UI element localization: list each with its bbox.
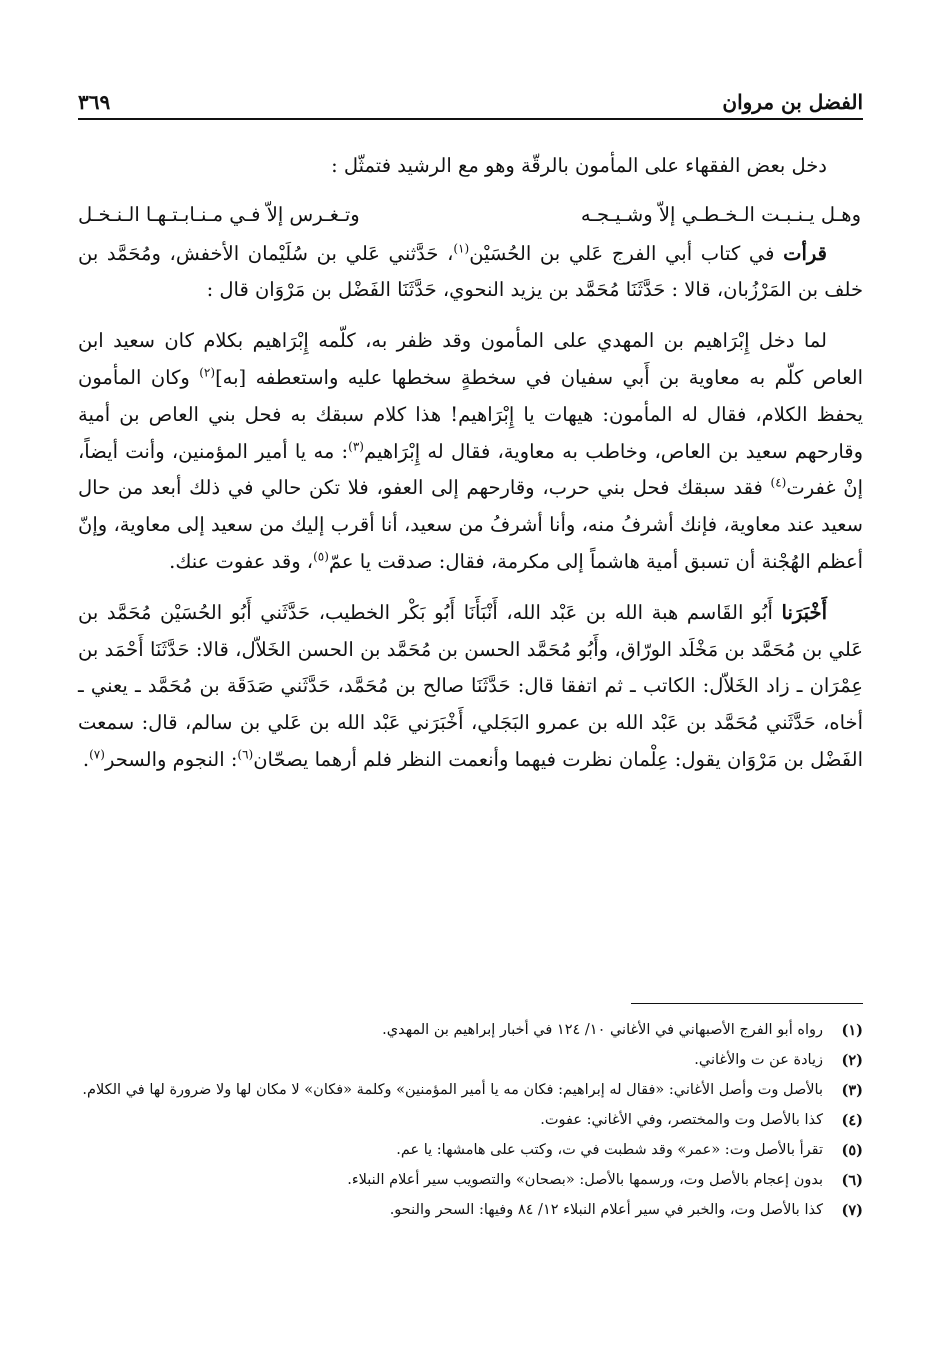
body-text <box>78 148 863 779</box>
paragraph-gap <box>78 581 863 595</box>
footnote-number: (٢) <box>841 1052 863 1069</box>
paragraph-3-text-a: أَبُو القَاسم هبة الله بن عَبْد الله، أَنْبَأَنَا أَبُو بَكْر الخطيب، حَدَّثَني أَبُو الحُسَيْن مُحَمَّد بن عَلي بن مُحَمَّد بن مَخْلَد الورّاق، وأَبُو مُحَمَّد الحسن بن مُحَمَّد بن الحسن الخَلاّل، قالا: حَدَّثَنَا أَحْمَد بن عِمْرَان ـ زاد الخَلاّل: الكاتب ـ ثم اتفقا قال: حَدَّثَنَا صالح بن مُحَمَّد، حَدَّثَني صَدَقَة بن مُحَمَّد ـ يعني ـ أخاه، حَدَّثَني مُحَمَّد بن عَبْد الله بن عمرو البَجَلي، أَخْبَرَني عَبْد الله بن عَلي بن سالم، قال: سمعت الفَضْل بن مَرْوَان يقول: عِلْمان نظرت فيهما وأنعمت النظر فلم أرهما يصحّان <box>78 600 863 771</box>
footnote-item <box>78 1136 863 1166</box>
paragraph-gap <box>78 309 863 323</box>
footnote-number: (٧) <box>841 1202 863 1219</box>
footnote-text: بالأصل وت وأصل الأغاني: «فقال له إبراهيم: فكان مه يا أمير المؤمنين» وكلمة «فكان» لا مكان لها ولا ضرورة لها في الكلام. <box>82 1082 823 1098</box>
paragraph-2-text-d: فقد سبقك فحل بني حرب، وقارحهم إلى العفو، فلا تكن حالي في ذلك أبعد من حال سعيد عند معاوية، فإنك أشرفُ منه، وأنا أشرفُ من سعيد، أنا أقرب إليك من سعيد إلى معاوية، وإنّ أعظم الهُجْنة أن تسبق أمية هاشماً إلى مكرمة، فقال: صدقت يا عمّ <box>78 476 863 573</box>
footnote-text: كذا بالأصل وت، والخبر في سير أعلام النبلاء ١٢/ ٨٤ وفيها: السحر والنحو. <box>389 1202 823 1218</box>
footnote-item <box>78 1046 863 1076</box>
footnote-ref-5[interactable]: (٥) <box>313 549 329 564</box>
verse-first-hemistich: وهـل يـنـبـت الـخـطـي إلاّ وشـيـجـه <box>580 202 861 226</box>
footnote-ref-7[interactable]: (٧) <box>89 747 105 762</box>
footnote-item <box>78 1076 863 1106</box>
footnote-ref-3[interactable]: (٣) <box>348 439 364 454</box>
footnote-item <box>78 1106 863 1136</box>
footnote-ref-1[interactable]: (١) <box>453 241 470 256</box>
paragraph-1-text-a: في كتاب أبي الفرج عَلي بن الحُسَيْن <box>469 241 784 265</box>
paragraph-1 <box>78 236 863 310</box>
footnote-ref-4[interactable]: (٤) <box>770 475 787 490</box>
footnote-text: زيادة عن ت والأغاني. <box>694 1052 823 1068</box>
running-title: الفضل بن مروان <box>722 90 863 114</box>
footnote-ref-6[interactable]: (٦) <box>237 747 254 762</box>
verse-line <box>78 197 863 234</box>
paragraph-3-text-b: : النجوم والسحر <box>104 747 238 771</box>
page-number: ٣٦٩ <box>78 90 111 114</box>
paragraph-1-text-b: ، حَدَّثني عَلي بن سُلَيْمان الأخفش، ومُحَمَّد بن خلف بن المَرْزُبان، قالا : حَدَّثَنَا مُحَمَّد بن يزيد النحوي، حَدَّثَنَا الفَضْل بن مَرْوَان قال : <box>78 241 863 302</box>
paragraph-2 <box>78 323 863 581</box>
footnote-number: (١) <box>841 1022 863 1039</box>
footnote-text: كذا بالأصل وت والمختصر، وفي الأغاني: عفوت. <box>540 1112 823 1128</box>
footnote-divider <box>631 1003 863 1004</box>
footnote-item <box>78 1196 863 1226</box>
paragraph-3-text-c: . <box>82 747 90 771</box>
paragraph-2-text-b: وكان المأمون يحفظ الكلام، فقال له المأمون: هيهات يا إِبْرَاهيم! هذا كلام سبقك به فحل بني العاص بن أمية وقارحهم سعيد بن العاص، وخاطب به معاوية، فقال له إِبْرَاهيم <box>78 365 863 463</box>
footnote-number: (٤) <box>841 1112 863 1129</box>
footnote-item <box>78 1166 863 1196</box>
footnotes <box>78 1016 863 1226</box>
paragraph-1-lead: قرأت <box>783 241 827 265</box>
verse-second-hemistich: وتـغـرس إلاّ فـي مـنـابـتـهـا الـنـخـل <box>78 202 360 226</box>
paragraph-3 <box>78 595 863 779</box>
footnote-ref-2[interactable]: (٢) <box>199 365 216 380</box>
paragraph-2-text-c: : مه يا أمير المؤمنين، وأنت أيضاً، إنْ غفرت <box>78 439 863 500</box>
footnote-number: (٣) <box>841 1082 863 1099</box>
paragraph-3-lead: أَخْبَرَنا <box>781 600 827 624</box>
paragraph-2-text-e: ، وقد عفوت عنك. <box>169 549 314 573</box>
running-head <box>78 84 863 120</box>
footnote-number: (٥) <box>841 1142 863 1159</box>
footnote-text: بدون إعجام بالأصل وت، ورسمها بالأصل: «بصحان» والتصويب سير أعلام النبلاء. <box>347 1172 823 1188</box>
paragraph-2-text-a: لما دخل إِبْرَاهيم بن المهدي على المأمون وقد ظفر به، كلّمه إِبْرَاهيم بكلام كان سعيد ابن العاص كلّم به معاوية بن أَبي سفيان في سخطةٍ سخطها عليه واستعطفه [به] <box>78 329 863 389</box>
footnote-number: (٦) <box>841 1172 863 1189</box>
footnote-text: رواه أبو الفرج الأصبهاني في الأغاني ١٠/ ١٢٤ في أخبار إبراهيم بن المهدي. <box>382 1022 823 1038</box>
intro-line: دخل بعض الفقهاء على المأمون بالرقّة وهو مع الرشيد فتمثّل : <box>331 154 827 177</box>
footnote-item <box>78 1016 863 1046</box>
footnote-text: تقرأ بالأصل وت: «عمر» وقد شطبت في ت، وكتب على هامشها: يا عم. <box>396 1142 823 1158</box>
